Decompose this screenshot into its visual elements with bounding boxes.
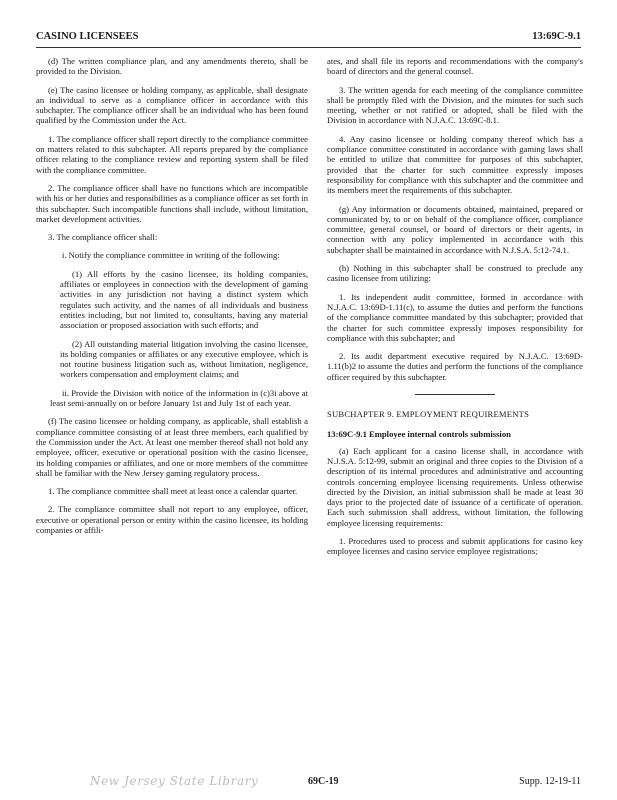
paragraph: 3. The written agenda for each meeting of the compliance committee shall be promptly filed with the Division, and the minutes for such such meeting, whether or not ratified or adopted, shall be filed with the Division in accordance with N.J.A.C. 13:69C-8.1. [327, 84, 583, 126]
paragraph: (h) Nothing in this subchapter shall be construed to preclude any casino licensee from utilizing: [327, 263, 583, 284]
paragraph: 3. The compliance officer shall: [48, 232, 158, 243]
page-number: 69C-19 [308, 776, 339, 787]
page-footer [36, 776, 581, 790]
header-rule [36, 47, 581, 48]
paragraph: 1. The compliance committee shall meet at least once a calendar quarter. [48, 486, 298, 497]
running-head-section: 13:69C-9.1 [532, 31, 581, 42]
page-header [36, 31, 581, 45]
running-head-title: CASINO LICENSEES [36, 31, 139, 42]
paragraph: ates, and shall file its reports and recommendations with the company's board of directors and the general counsel. [327, 56, 583, 77]
paragraph: 2. The compliance committee shall not report to any employee, officer, executive or operational person or entity within the casino licensee, its holding companies or affili- [36, 504, 308, 535]
library-watermark-logo: New Jersey State Library [90, 774, 259, 788]
paragraph: 4. Any casino licensee or holding company thereof which has a compliance committee constituted in accordance with gaming laws shall be entitled to utilize that committee for purposes of this subchapter, provided that the charter for such committee expressly imposes responsibility for compliance with this subchapter and the committee and its members meet the requirements of this subchapter. [327, 133, 583, 196]
paragraph: (1) All efforts by the casino licensee, its holding companies, affiliates or employees in connection with the development of gaming activities in any jurisdiction not having a distinct system which regulates such activity, and the names of all individuals and business entities including, but not limited to, consultants, having any material association or proposed association with such efforts; and [60, 268, 308, 331]
paragraph: (d) The written compliance plan, and any amendments thereto, shall be provided to the Division. [36, 56, 308, 77]
paragraph: ii. Provide the Division with notice of the information in (c)3i above at least semi-annually on or before January 1st and July 1st of each year. [50, 387, 308, 409]
subchapter-title: SUBCHAPTER 9. EMPLOYMENT REQUIREMENTS [327, 409, 530, 420]
paragraph: i. Notify the compliance committee in writing of the following: [62, 250, 280, 261]
paragraph: 1. Procedures used to process and submit applications for casino key employee licenses and casino service employee registrations; [327, 535, 583, 557]
section-divider [415, 394, 495, 395]
paragraph: (g) Any information or documents obtained, maintained, prepared or communicated by, to or on behalf of the compliance officer, compliance committee, general counsel, or board of directors or their agents, in connection with any policy implemented in accordance with this subchapter shall be maintained in accordance with N.J.S.A. 5:12-74.1. [327, 203, 583, 255]
paragraph: 2. Its audit department executive required by N.J.A.C. 13:69D-1.11(b)2 to assume the duties and perform the functions of the compliance officer required by this subchapter. [327, 351, 583, 382]
paragraph: 1. Its independent audit committee, formed in accordance with N.J.A.C. 13:69D-1.11(c), to assume the duties and perform the functions of the compliance committee mandated by this subchapter; provided that the charter for such committee expressly imposes responsibility for compliance with this subchapter; and [327, 291, 583, 343]
supplement-date: Supp. 12-19-11 [519, 776, 581, 787]
paragraph: 2. The compliance officer shall have no functions which are incompatible with his or her duties and responsibilities as a compliance officer as set forth in this subchapter. Such incompatible functions shall include, without limitation, market development activities. [36, 182, 308, 224]
right-column [327, 56, 583, 565]
paragraph: 1. The compliance officer shall report directly to the compliance committee on matters related to this subchapter. All reports prepared by the compliance officer relating to the compliance review and reporting system shall be filed with the compliance committee. [36, 133, 308, 175]
paragraph: (f) The casino licensee or holding company, as applicable, shall establish a compliance committee consisting of at least three members, each qualified by the Commission under the Act. At least one member thereof shall not hold any employee, officer, executive or operational position with the casino licensee, its holding companies or affiliates, and one or more members of the committee shall be familiar with the New Jersey gaming regulatory process. [36, 416, 308, 478]
paragraph: (e) The casino licensee or holding company, as applicable, shall designate an individual to serve as a compliance officer in accordance with this subchapter. The compliance officer shall be an individual who has been found qualified by the Commission under the Act. [36, 84, 308, 126]
paragraph: (a) Each applicant for a casino license shall, in accordance with N.J.S.A. 5:12-99, submit an original and three copies to the Division of a description of its internal procedures and administrative and accounting controls concerning employee licensing requirements. Unless otherwise directed by the Division, an initial submission shall be made at least 30 days prior to the projected date of issuance of a certificate of operation. Each such submission shall address, without limitation, the following employee licensing requirements: [327, 445, 583, 528]
section-heading: 13:69C-9.1 Employee internal controls submission [327, 429, 511, 440]
paragraph: (2) All outstanding material litigation involving the casino licensee, its holding companies or affiliates or any executive employee, which is not routine business litigation such as, without limitation, negligence, workers compensation and employment claims; and [60, 338, 308, 380]
left-column [36, 56, 308, 543]
